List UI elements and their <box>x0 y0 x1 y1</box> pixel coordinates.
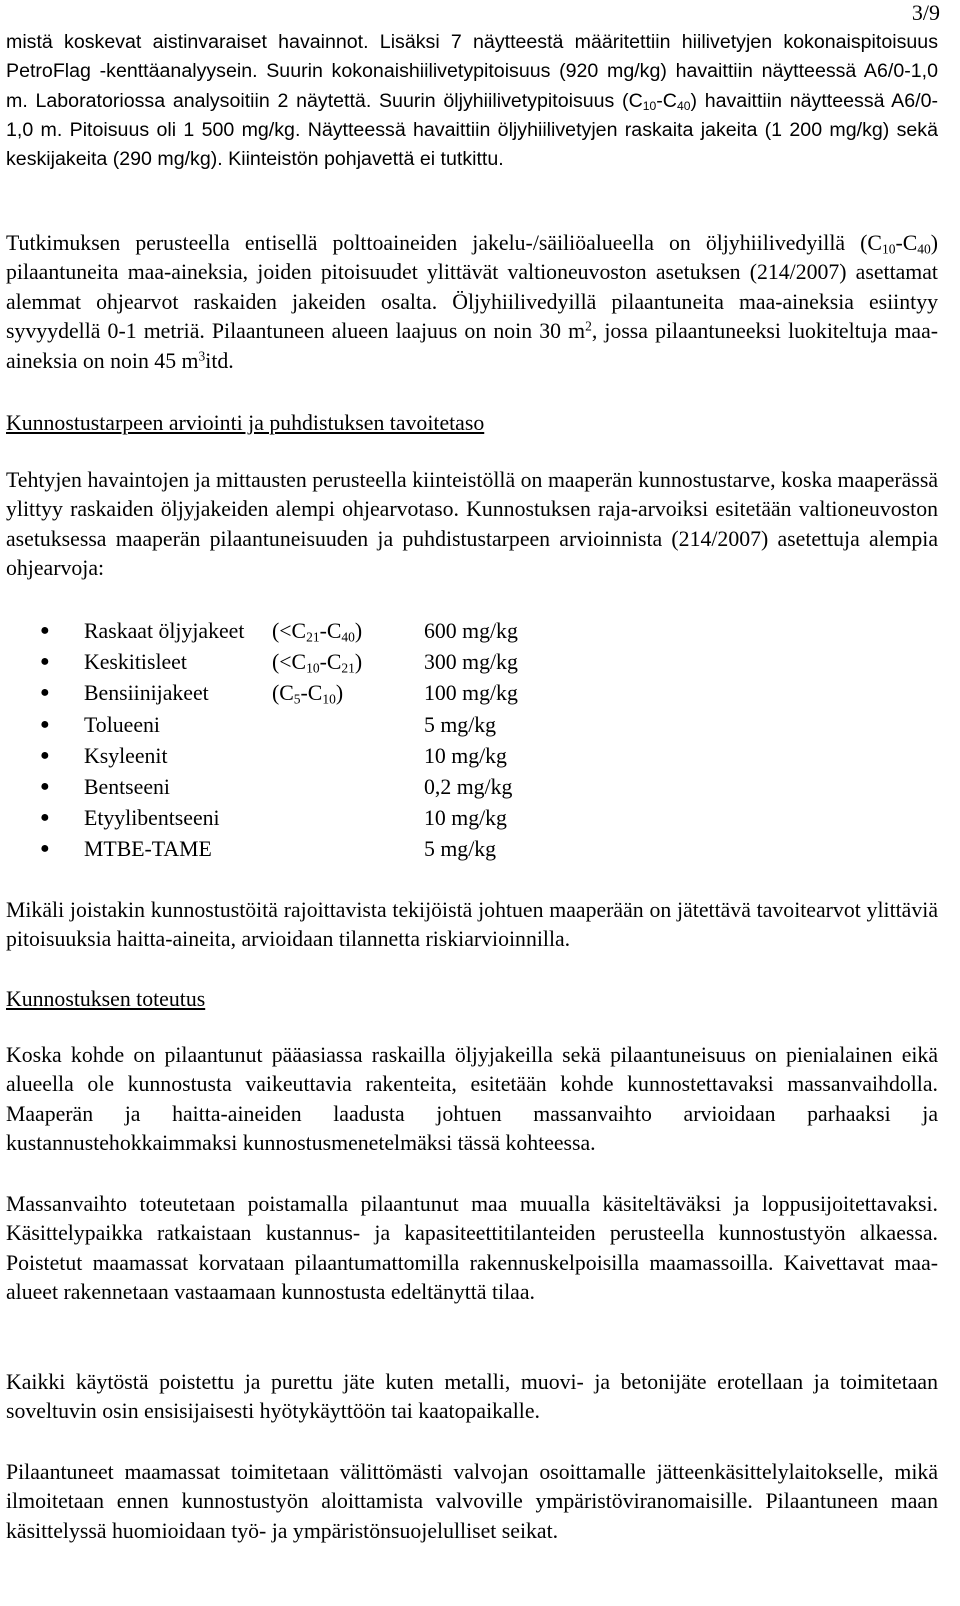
bullet-icon: ● <box>40 622 50 639</box>
range-text: -C <box>319 619 342 643</box>
target-name: Raskaat öljyjakeet <box>84 619 245 643</box>
study-subscript: 40 <box>917 241 931 257</box>
target-carbon-range <box>272 616 362 646</box>
target-name: Keskitisleet <box>84 650 187 675</box>
intro-subscript: 40 <box>676 98 691 113</box>
target-name: Tolueeni <box>84 712 160 737</box>
bullet-icon: ● <box>40 715 50 733</box>
target-name: Bentseeni <box>84 775 170 799</box>
target-name: Etyylibentseeni <box>84 806 220 831</box>
study-subscript: 10 <box>881 241 896 257</box>
target-name: MTBE-TAME <box>84 837 212 862</box>
bullet-icon: ● <box>40 840 50 858</box>
bullet-icon: ● <box>40 778 50 795</box>
study-superscript: 3 <box>198 348 206 364</box>
range-text: ) <box>335 681 344 706</box>
range-text: -C <box>319 650 342 675</box>
study-paragraph <box>6 229 938 376</box>
carbon-subscript: 5 <box>293 691 301 707</box>
intro-paragraph <box>6 28 938 174</box>
target-limit-value: 100 mg/kg <box>424 681 518 706</box>
range-text: ) <box>354 650 363 675</box>
mass-exchange-paragraph: Massanvaihto toteutetaan poistamalla pilaantunut maa muualla käsiteltäväksi ja loppusijoitettavaksi. Käsittelypaikka ratkaistaan kustannus- ja kapasiteettitilanteiden perusteella kunnostustyön alkaessa. Poistetut maamassat korvataan pilaantumattomilla rakennuskelpoisilla maamassoilla. Kaivettavat maa-alueet rakennetaan vastaamaan kunnostusta edeltänyttä tilaa. <box>6 1192 938 1305</box>
bullet-icon: ● <box>40 684 50 702</box>
intro-text: ) havaittiin näytteessä A6/0-1,0 m. Pitoisuus oli 1 500 mg/kg. Näytteessä havaittiin öljyhiilivetyjen raskaita jakeita (1 200 mg/kg) sekä keskijakeita (290 mg/kg). Kiinteistön pohjavettä ei tutkittu. <box>6 89 938 171</box>
intro-text: mistä koskevat aistinvaraiset havainnot. Lisäksi 7 näytteestä määritettiin hiilivetyjen kokonaispitoisuus PetroFlag -kenttäanalyysein. Suurin kokonaishiilivetypitoisuus (920 mg/kg) havaittiin näytteessä A6/0-1,0 m. Laboratoriossa analysoitiin 2 näytettä. Suurin öljyhiilivetypitoisuus (C <box>6 31 938 112</box>
range-text: ) <box>354 619 363 643</box>
bullet-icon: ● <box>40 653 50 671</box>
carbon-subscript: 10 <box>322 691 336 707</box>
target-limit-value: 5 mg/kg <box>424 837 497 862</box>
range-text: (<C <box>272 619 307 643</box>
risk-paragraph: Mikäli joistakin kunnostustöitä rajoittavista tekijöistä johtuen maaperään on jätettävä tavoitearvot ylittäviä pitoisuuksia haitta-aineita, arvioidaan tilannetta riskiarvioinnilla. <box>6 898 938 952</box>
bullet-icon: ● <box>40 746 50 764</box>
study-text: itd. <box>205 348 234 373</box>
page-number: 3/9 <box>911 0 940 25</box>
soil-delivery-paragraph: Pilaantuneet maamassat toimitetaan välittömästi valvojan osoittamalle jätteenkäsittelylaitokselle, mikä ilmoitetaan ennen kunnostustyön aloittamista valvoville ympäristöviranomaisille. Pilaantuneen maan käsittelyssä huomioidaan työ- ja ympäristönsuojelulliset seikat. <box>6 1460 938 1543</box>
section-heading-assessment: Kunnostustarpeen arviointi ja puhdistuksen tavoitetaso <box>6 411 485 435</box>
carbon-subscript: 10 <box>306 660 320 676</box>
target-limit-value: 0,2 mg/kg <box>424 775 513 799</box>
carbon-subscript: 21 <box>341 660 355 676</box>
intro-text: -C <box>656 89 677 112</box>
range-text: -C <box>300 681 323 706</box>
waste-paragraph: Kaikki käytöstä poistettu ja purettu jäte kuten metalli, muovi- ja betonijäte erotellaan ja toimitetaan soveltuvin osin ensisijaisesti hyötykäyttöön tai kaatopaikalle. <box>6 1370 938 1424</box>
study-text: ) pilaantuneita maa-aineksia, joiden pitoisuudet ylittävät valtioneuvoston asetuksen (214/2007) asettamat alemmat ohjearvot raskaiden jakeiden osalta. Öljyhiilivedyillä pilaantuneita maa-aineksia esiintyy syvyydellä 0-1 metriä. Pilaantuneen alueen laajuus on noin 30 m <box>6 231 938 344</box>
target-limit-value: 300 mg/kg <box>424 650 518 675</box>
study-text: , jossa pilaantuneeksi luokiteltuja maa-aineksia on noin 45 m <box>6 319 939 373</box>
target-limit-value: 5 mg/kg <box>424 712 497 737</box>
study-text: Tutkimuksen perusteella entisellä polttoaineiden jakelu-/säiliöalueella on öljyhiilivedyillä (C <box>6 231 882 255</box>
carbon-subscript: 21 <box>306 629 320 645</box>
range-text: (<C <box>272 650 307 675</box>
section-heading-implementation: Kunnostuksen toteutus <box>6 987 206 1011</box>
target-limit-value: 10 mg/kg <box>424 743 507 768</box>
study-text: -C <box>895 231 918 255</box>
assessment-paragraph: Tehtyjen havaintojen ja mittausten perusteella kiinteistöllä on maaperän kunnostustarve, koska maaperässä ylittyy raskaiden öljyjakeiden alempi ohjearvotaso. Kunnostuksen raja-arvoiksi esitetään valtioneuvoston asetuksessa maaperän pilaantuneisuuden ja puhdistustarpeen arvioinnista (214/2007) asetettuja alempia ohjearvoja: <box>6 468 938 581</box>
target-name: Ksyleenit <box>84 743 168 768</box>
implementation-paragraph: Koska kohde on pilaantunut pääasiassa raskailla öljyjakeilla sekä pilaantuneisuus on pienialainen eikä alueella ole kunnostusta vaikeuttavia rakenteita, esitetään kohde kunnostettavaksi massanvaihdolla. Maaperän ja haitta-aineiden laadusta johtuen massanvaihto arvioidaan parhaaksi ja kustannustehokkaimmaksi kunnostusmenetelmäksi tässä kohteessa. <box>6 1043 938 1156</box>
target-carbon-range <box>272 678 343 708</box>
intro-subscript: 10 <box>642 98 657 113</box>
carbon-subscript: 40 <box>341 629 355 645</box>
study-superscript: 2 <box>585 318 592 334</box>
target-limit-value: 600 mg/kg <box>424 619 518 643</box>
target-limit-value: 10 mg/kg <box>424 806 507 831</box>
target-carbon-range <box>272 647 362 677</box>
bullet-icon: ● <box>40 809 50 827</box>
range-text: (C <box>272 681 294 706</box>
target-name: Bensiinijakeet <box>84 681 209 706</box>
